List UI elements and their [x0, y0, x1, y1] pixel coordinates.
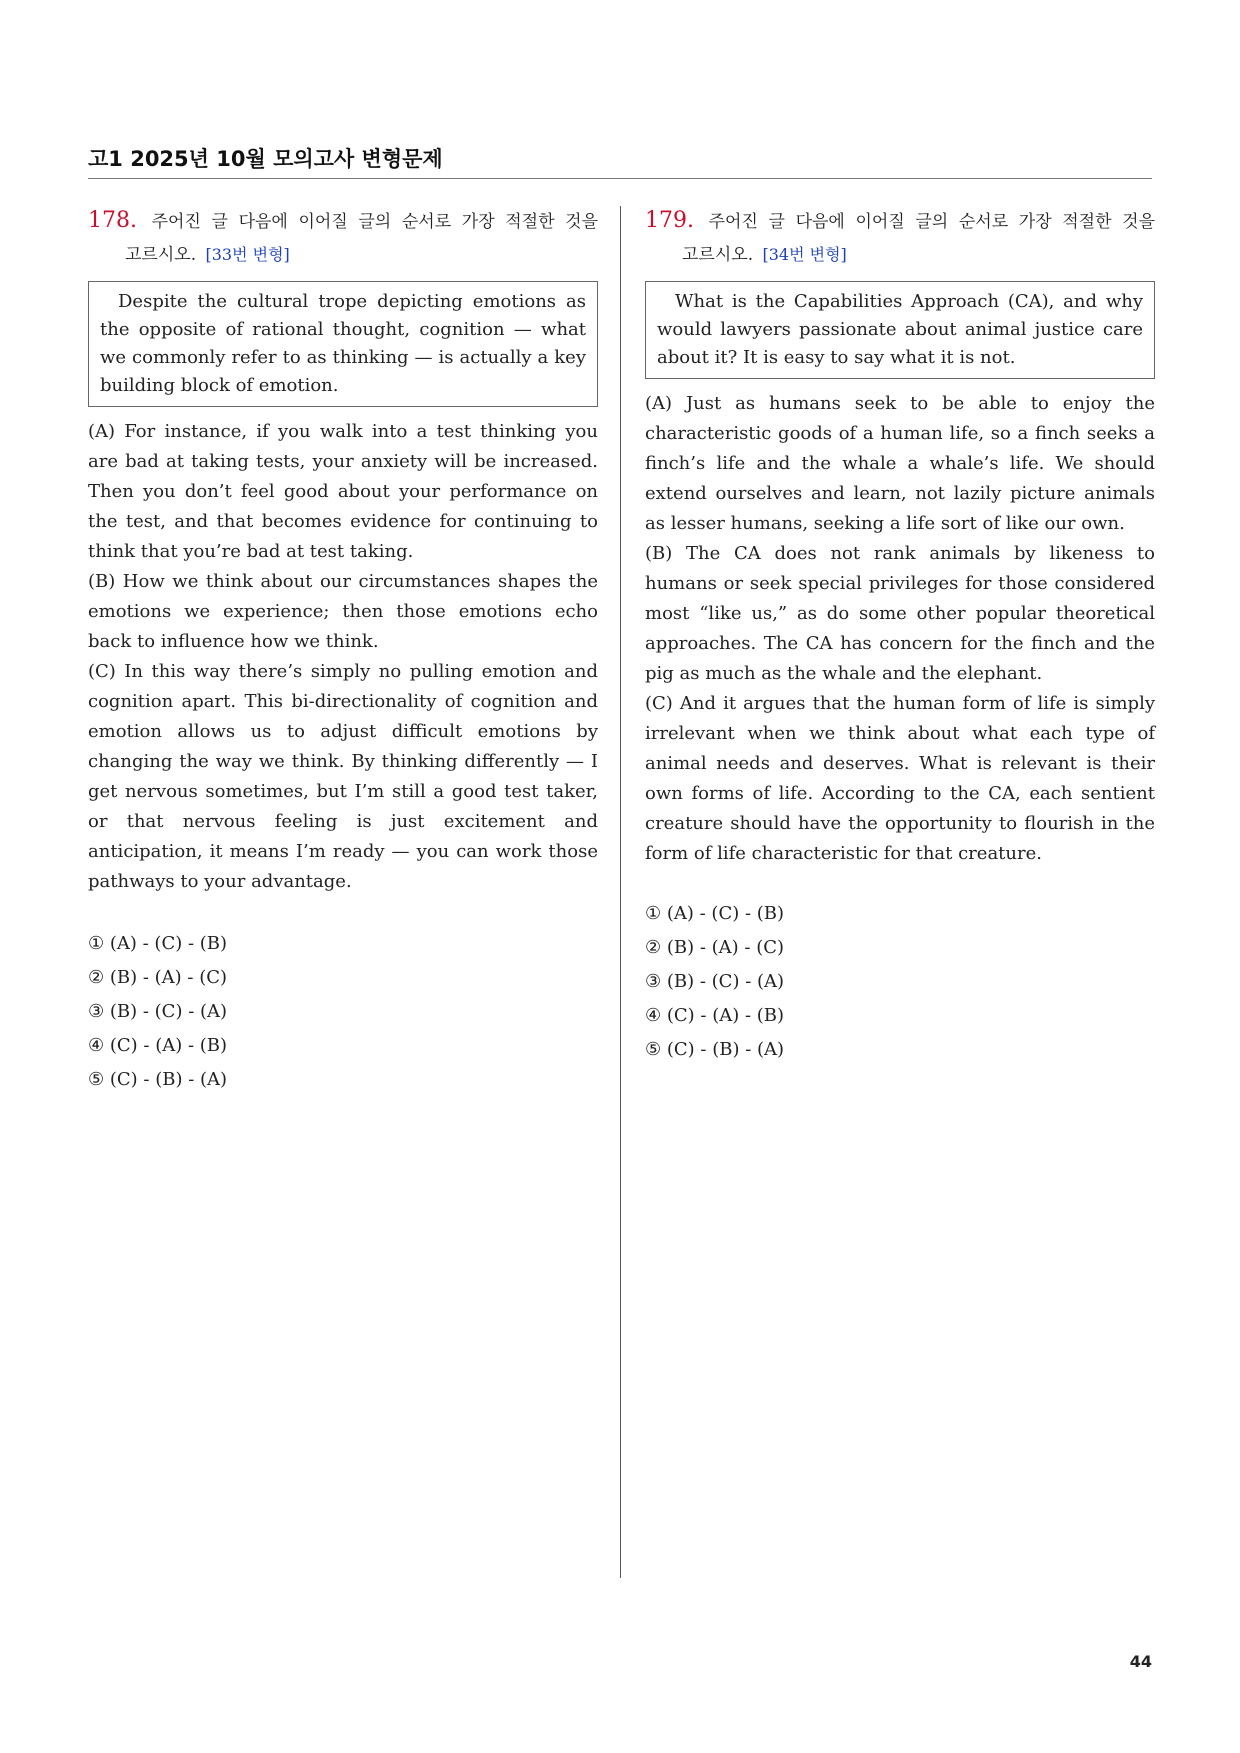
- page-number: 44: [1129, 1652, 1152, 1671]
- paragraph-b: (B) The CA does not rank animals by likeness to humans or seek special privileges for those considered most “like us,” as do some other popular theoretical approaches. The CA has concern for the finch and the pig as much as the whale and the elephant.: [645, 543, 1155, 684]
- choice-1[interactable]: ① (A) - (C) - (B): [645, 903, 785, 924]
- paragraph-a: (A) For instance, if you walk into a test thinking you are bad at taking tests, your anxiety will be increased. Then you don’t feel good about your performance on the test, and that becomes evidence for continuing to think that you’re bad at test taking.: [88, 421, 598, 562]
- given-passage-box: [645, 281, 1155, 379]
- paragraph-b: (B) How we think about our circumstances shapes the emotions we experience; then those emotions echo back to influence how we think.: [88, 571, 598, 652]
- column-divider: [620, 206, 621, 1578]
- given-passage-text: What is the Capabilities Approach (CA), and why would lawyers passionate about animal justice care about it? It is easy to say what it is not.: [657, 291, 1143, 368]
- choice-5[interactable]: ⑤ (C) - (B) - (A): [88, 1069, 228, 1090]
- ordered-paragraphs: [645, 389, 1155, 869]
- choice-5[interactable]: ⑤ (C) - (B) - (A): [645, 1039, 785, 1060]
- choice-2[interactable]: ② (B) - (A) - (C): [645, 937, 785, 958]
- choice-4[interactable]: ④ (C) - (A) - (B): [645, 1005, 785, 1026]
- instruction-cont-text: 고르시오.: [125, 245, 197, 265]
- paragraph-a: (A) Just as humans seek to be able to enjoy the characteristic goods of a human life, so a finch seeks a finch’s life and the whale a whale’s life. We should extend ourselves and learn, not lazily picture animals as lesser humans, seeking a life sort of like our own.: [645, 393, 1155, 534]
- instruction-cont-text: 고르시오.: [682, 245, 754, 265]
- source-reference: [33번 변형]: [205, 245, 290, 264]
- choice-2[interactable]: ② (B) - (A) - (C): [88, 967, 228, 988]
- question-instruction: [88, 204, 598, 239]
- question-instruction: [645, 204, 1155, 239]
- paragraph-c: (C) And it argues that the human form of life is simply irrelevant when we think about what each type of animal needs and deserves. What is relevant is their own forms of life. According to the CA, each sentient creature should have the opportunity to flourish in the form of life characteristic for that creature.: [645, 693, 1155, 864]
- choice-3[interactable]: ③ (B) - (C) - (A): [645, 971, 785, 992]
- given-passage-text: Despite the cultural trope depicting emotions as the opposite of rational thought, cognition — what we commonly refer to as thinking — is actually a key building block of emotion.: [100, 291, 586, 396]
- choice-4[interactable]: ④ (C) - (A) - (B): [88, 1035, 228, 1056]
- question-number: 179.: [645, 208, 694, 233]
- instruction-continued: [88, 239, 598, 271]
- ordered-paragraphs: [88, 417, 598, 897]
- paragraph-c: (C) In this way there’s simply no pulling emotion and cognition apart. This bi-directionality of cognition and emotion allows us to adjust difficult emotions by changing the way we think. By thinking differently — I get nervous sometimes, but I’m still a good test taker, or that nervous feeling is just excitement and anticipation, it means I’m ready — you can work those pathways to your advantage.: [88, 661, 598, 892]
- answer-choices: [88, 927, 598, 1097]
- given-passage-box: [88, 281, 598, 407]
- choice-1[interactable]: ① (A) - (C) - (B): [88, 933, 228, 954]
- source-reference: [34번 변형]: [762, 245, 847, 264]
- instruction-text: 주어진 글 다음에 이어질 글의 순서로 가장 적절한 것을: [708, 212, 1155, 232]
- page-header-title: 고1 2025년 10월 모의고사 변형문제: [88, 147, 443, 171]
- question-179: [645, 204, 1155, 1067]
- instruction-continued: [645, 239, 1155, 271]
- answer-choices: [645, 897, 1155, 1067]
- header-rule: [88, 178, 1152, 179]
- choice-3[interactable]: ③ (B) - (C) - (A): [88, 1001, 228, 1022]
- question-178: [88, 204, 598, 1097]
- question-number: 178.: [88, 208, 137, 233]
- instruction-text: 주어진 글 다음에 이어질 글의 순서로 가장 적절한 것을: [151, 212, 598, 232]
